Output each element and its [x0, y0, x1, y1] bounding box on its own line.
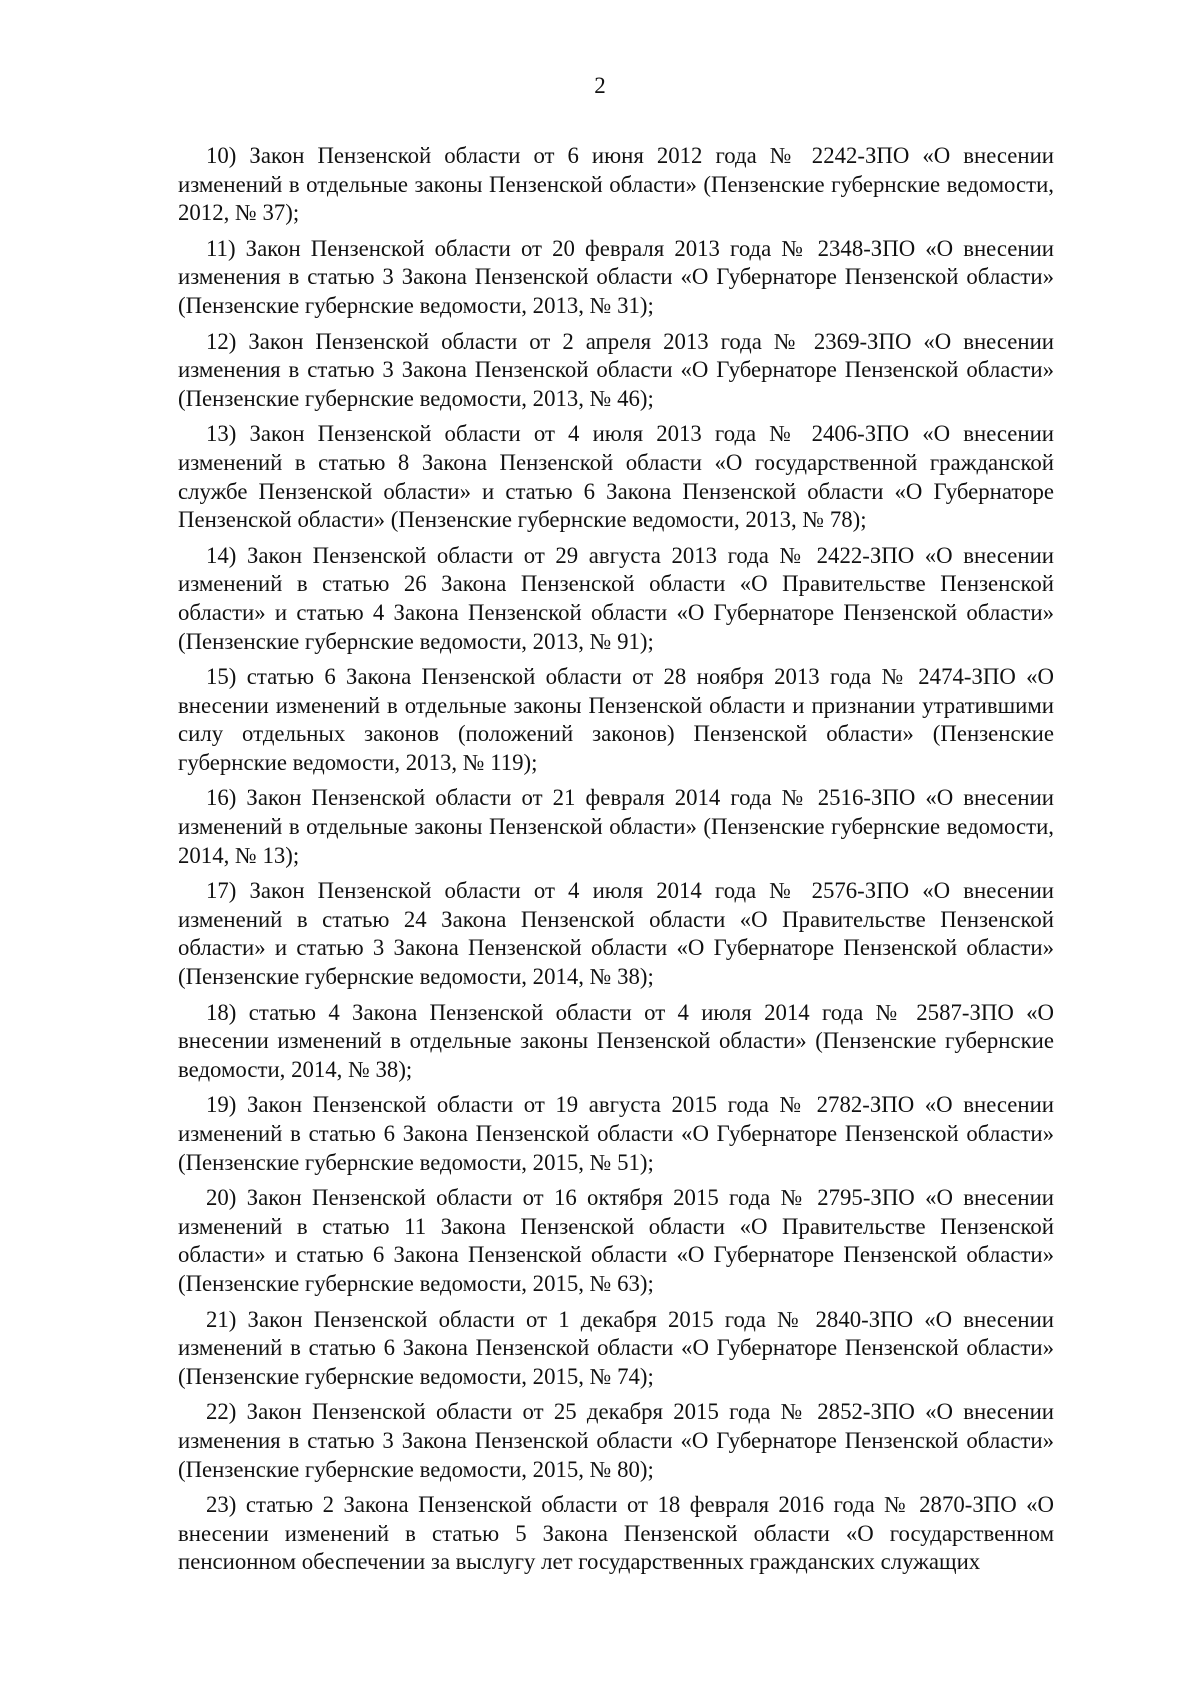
list-item: 22) Закон Пензенской области от 25 декабря 2015 года № 2852-ЗПО «О внесении изменения в статью 3 Закона Пензенской области «О Губернаторе Пензенской области» (Пензенские губернские ведомости, 2015, № 80); [178, 1399, 1054, 1482]
list-item: 21) Закон Пензенской области от 1 декабря 2015 года № 2840-ЗПО «О внесении изменений в статью 6 Закона Пензенской области «О Губернаторе Пензенской области» (Пензенские губернские ведомости, 2015, № 74); [178, 1306, 1054, 1389]
list-item: 11) Закон Пензенской области от 20 февраля 2013 года № 2348-ЗПО «О внесении изменения в статью 3 Закона Пензенской области «О Губернаторе Пензенской области» (Пензенские губернские ведомости, 2013, № 31); [178, 235, 1054, 318]
list-item: 20) Закон Пензенской области от 16 октября 2015 года № 2795-ЗПО «О внесении изменений в статью 11 Закона Пензенской области «О Правительстве Пензенской области» и статью 6 Закона Пензенской области «О Губернаторе Пензенской области» (Пензенские губернские ведомости, 2015, № 63); [178, 1185, 1054, 1296]
list-item: 15) статью 6 Закона Пензенской области от 28 ноября 2013 года № 2474-ЗПО «О внесении изменений в отдельные законы Пензенской области и признании утратившими силу отдельных законов (положений законов) Пензенской области» (Пензенские губернские ведомости, 2013, № 119); [178, 664, 1054, 775]
page-number: 2 [594, 73, 606, 98]
list-item: 18) статью 4 Закона Пензенской области от 4 июля 2014 года № 2587-ЗПО «О внесении изменений в отдельные законы Пензенской области» (Пензенские губернские ведомости, 2014, № 38); [178, 999, 1054, 1082]
list-item: 12) Закон Пензенской области от 2 апреля 2013 года № 2369-ЗПО «О внесении изменения в статью 3 Закона Пензенской области «О Губернаторе Пензенской области» (Пензенские губернские ведомости, 2013, № 46); [178, 328, 1054, 411]
list-item: 13) Закон Пензенской области от 4 июля 2013 года № 2406-ЗПО «О внесении изменений в статью 8 Закона Пензенской области «О государственной гражданской службе Пензенской области» и статью 6 Закона Пензенской области «О Губернаторе Пензенской области» (Пензенские губернские ведомости, 2013, № 78); [178, 421, 1054, 533]
list-item: 17) Закон Пензенской области от 4 июля 2014 года № 2576-ЗПО «О внесении изменений в статью 24 Закона Пензенской области «О Правительстве Пензенской области» и статью 3 Закона Пензенской области «О Губернаторе Пензенской области» (Пензенские губернские ведомости, 2014, № 38); [178, 878, 1054, 990]
list-item: 19) Закон Пензенской области от 19 августа 2015 года № 2782-ЗПО «О внесении изменений в статью 6 Закона Пензенской области «О Губернаторе Пензенской области» (Пензенские губернские ведомости, 2015, № 51); [178, 1092, 1054, 1175]
list-item: 23) статью 2 Закона Пензенской области от 18 февраля 2016 года № 2870-ЗПО «О внесении изменений в статью 5 Закона Пензенской области «О государственном пенсионном обеспечении за выслугу лет государственных гражданских служащих [178, 1492, 1054, 1575]
list-item: 16) Закон Пензенской области от 21 февраля 2014 года № 2516-ЗПО «О внесении изменений в отдельные законы Пензенской области» (Пензенские губернские ведомости, 2014, № 13); [178, 785, 1054, 868]
document-body [178, 142, 1054, 1584]
list-item: 14) Закон Пензенской области от 29 августа 2013 года № 2422-ЗПО «О внесении изменений в статью 26 Закона Пензенской области «О Правительстве Пензенской области» и статью 4 Закона Пензенской области «О Губернаторе Пензенской области» (Пензенские губернские ведомости, 2013, № 91); [178, 542, 1054, 654]
list-item: 10) Закон Пензенской области от 6 июня 2012 года № 2242-ЗПО «О внесении изменений в отдельные законы Пензенской области» (Пензенские губернские ведомости, 2012, № 37); [178, 143, 1054, 226]
